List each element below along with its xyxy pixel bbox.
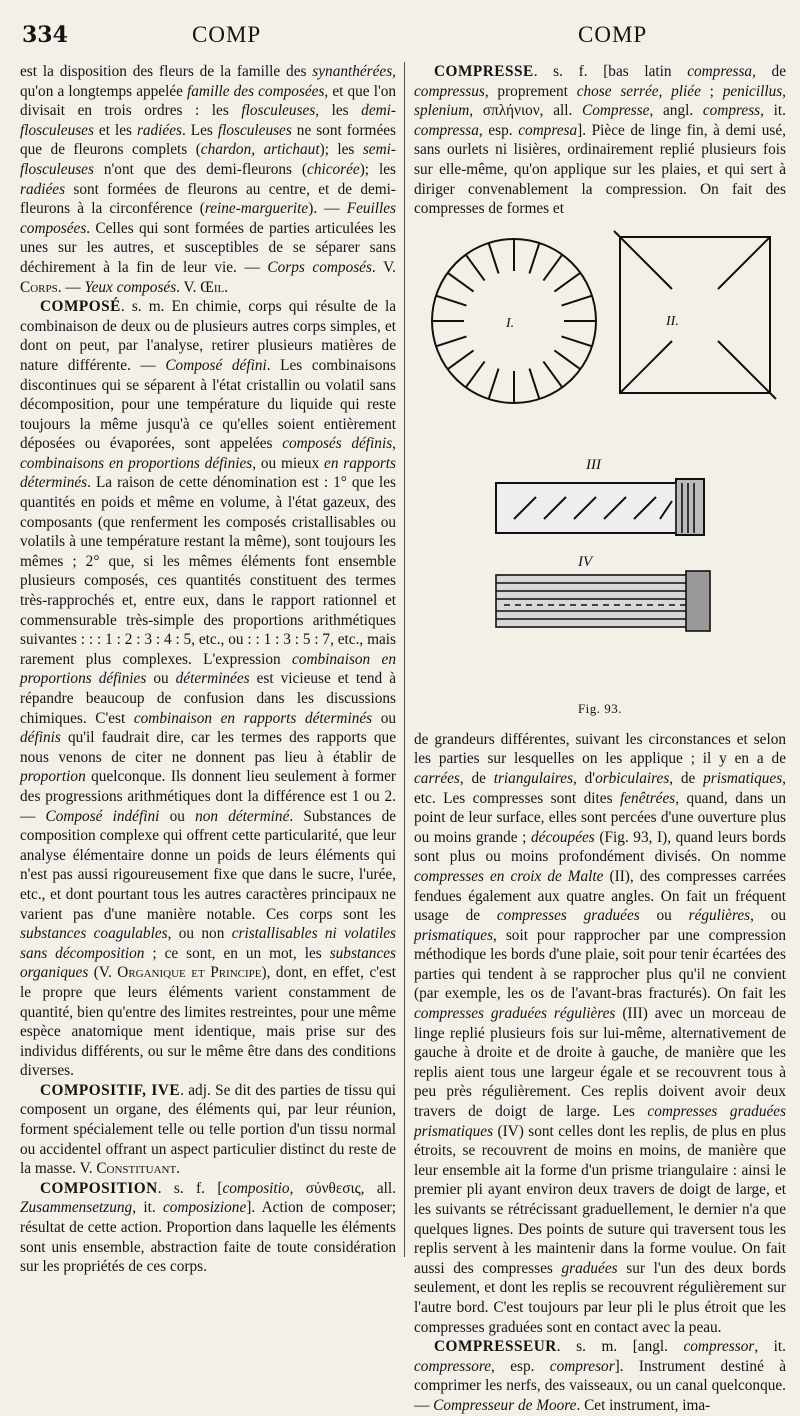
- italic-term: compressor: [683, 1338, 755, 1356]
- left-running-title: COMP: [192, 22, 262, 47]
- radial-cut: [489, 368, 499, 398]
- italic-term: régulières: [688, 907, 751, 925]
- text-run: . Celles qui sont formées de parties articulées les unes sur les autres, et susceptibles de se séparer sans déchirement à la fin de leur vie. —: [20, 219, 396, 276]
- text-run: , ou: [750, 907, 787, 925]
- headword: COMPOSITION: [40, 1179, 158, 1197]
- text-run: . s. m. [angl.: [556, 1338, 684, 1356]
- entry-compresse: [414, 62, 786, 219]
- text-run: est vicieuse et tend à répandre beaucoup de confusion dans les discussions chimiques. C'est: [20, 670, 396, 727]
- italic-term: compresses graduées régulières: [414, 1005, 616, 1023]
- radial-cut: [529, 368, 539, 398]
- italic-term: déterminées: [175, 670, 250, 688]
- italic-term: triangulaires: [493, 769, 574, 787]
- text-run: ou: [146, 670, 176, 688]
- headword: COMPOSITIF, IVE: [40, 1081, 181, 1099]
- radial-cut: [489, 243, 499, 273]
- text-run: . —: [57, 278, 85, 296]
- radial-cut: [466, 361, 485, 387]
- text-run: , de: [669, 769, 704, 787]
- radial-cut: [436, 336, 466, 346]
- italic-term: combinaison en proportions définies: [20, 650, 396, 688]
- radial-cut: [543, 361, 562, 387]
- cross-reference: Organique et Principe: [117, 964, 262, 982]
- text-run: ; ce sont, en un mot, les: [144, 944, 330, 962]
- italic-term: synanthérées: [312, 63, 393, 80]
- text-run: . Les combinaisons discontinues qui se séparent à l'état cristallin ou volatil sans décomposition, pour une température du liquide qui reste toujours la même jusqu'à ce qu'elles soient entièrement déposées ou évaporées, sont appelées: [20, 356, 396, 453]
- right-column: [414, 62, 787, 1414]
- italic-term: Feuilles composées: [20, 200, 396, 237]
- italic-term: chose serrée, pliée: [576, 82, 701, 100]
- text-run: sur l'un des deux bords seulement, et dont les replis se recouvrent régulièrement sur l'autre bord. C'est toujours par leur pli le plus étroit que les compresses graduées sont en contact avec la peau.: [414, 1259, 786, 1336]
- text-run: . s. f. [: [157, 1179, 223, 1197]
- text-run: de grandeurs différentes, suivant les circonstances et selon les parties sur lesquelles on les applique ; il y en a de: [414, 730, 786, 768]
- italic-term: Composé défini: [165, 356, 267, 374]
- radial-cut: [466, 254, 485, 280]
- italic-term: prismatiques: [703, 769, 783, 787]
- cross-reference: Corps: [20, 278, 58, 296]
- figure-93: [414, 221, 786, 726]
- text-run: . Substances de composition complexe qui offrent cette particularité, que leur analyse élémentaire donne un poids de leurs éléments qui n'est pas aussi rigoureusement fixe que dans le sucre, l'urée, etc., et dont pourtant tous les autres caractères principaux ne varient pas d'une manière notable. Ces corps sont les: [20, 807, 397, 923]
- compress-iii-graduated: [496, 479, 704, 535]
- italic-term: semi-flosculeuses: [20, 141, 396, 178]
- text-run: ]. Instrument destiné à comprimer les nerfs, des vaisseaux, ou un canal quelconque. —: [414, 1357, 786, 1414]
- text-run: , it.: [132, 1199, 163, 1217]
- italic-term: fenêtrées: [620, 789, 676, 807]
- text-run: . adj. Se dit des parties de tissu qui composent un organe, des éléments qui, par leur réunion, forment spécialement telle ou telle portion d'un tissu normal ou accidentel offrant un aspect particulier distinct du reste de la masse. V.: [20, 1081, 396, 1178]
- figure-label-iii: III: [586, 456, 601, 473]
- headword: COMPRESSEUR: [434, 1338, 557, 1356]
- italic-term: carrées: [414, 769, 460, 787]
- text-run: , ou non: [167, 925, 232, 943]
- italic-term: reine-marguerite: [204, 200, 309, 218]
- text-run: .: [224, 278, 229, 296]
- text-run: , σύνθεσις, all.: [289, 1179, 396, 1197]
- text-run: , quand, dans un point de leur surface, elles sont percées d'une ouverture plus ou moins grande ;: [414, 789, 786, 846]
- text-run: ), dont, en effet, c'est le propre que leurs éléments varient constamment de quantité, bien qu'entre des limites restreintes, pour une même espèce anatomique ment identique, mais prise sur des individus différents, ou sur le même être dans des conditions diverses.: [20, 964, 396, 1080]
- text-run: est la disposition des fleurs de la famille des: [20, 63, 313, 80]
- text-run: ne sont formées que de fleurons complets (: [20, 121, 396, 159]
- radial-cut: [554, 273, 580, 292]
- italic-term: cristallisables ni volatiles sans décomposition: [20, 925, 396, 962]
- italic-term: Zusammensetzung: [20, 1199, 133, 1217]
- figure-label-ii: II.: [666, 313, 679, 329]
- text-run: (III) avec un morceau de linge replié plusieurs fois sur lui-même, alternativement de gauche à droite et de droite à gauche, de manière que les replis aient tous une largeur égale et se recouvrent tous à peu près régulièrement. Ces replis doivent avoir deux travers de doigt de large. Les: [414, 1005, 786, 1121]
- text-run: , ou mieux: [252, 454, 325, 472]
- radial-cut: [436, 295, 466, 305]
- text-run: . Cet instrument, ima-: [576, 1396, 711, 1414]
- italic-term: compress: [702, 102, 761, 120]
- italic-term: combinaison en rapports déterminés: [133, 709, 373, 727]
- italic-term: substances organiques: [20, 944, 396, 982]
- text-run: . Les: [181, 121, 218, 139]
- compresses-illustration: [414, 221, 786, 726]
- text-run: . s. m. En chimie, corps qui résulte de la combinaison de deux ou de plusieurs autres corps simples, et dont on peut, par l'analyse, retirer plusieurs matières de nature différente. —: [20, 298, 396, 374]
- text-run: quelconque. Ils donnent lieu seulement à former des progressions arithmétiques dont la différence est 1 ou 2. —: [20, 768, 396, 825]
- italic-term: Compresseur de Moore: [433, 1396, 577, 1414]
- italic-term: substances coagulables: [20, 925, 168, 943]
- figure-label-iv: IV: [578, 553, 593, 570]
- italic-term: chicorée: [307, 160, 360, 178]
- italic-term: définis: [20, 729, 61, 747]
- italic-term: penicillus, splenium: [414, 82, 787, 120]
- radial-cut: [562, 295, 592, 305]
- italic-term: composés définis: [282, 435, 393, 453]
- text-run: ;: [700, 82, 723, 100]
- italic-term: en rapports déterminés: [20, 454, 396, 492]
- italic-term: flosculeuses: [241, 102, 316, 120]
- text-run: , proprement: [484, 82, 577, 100]
- italic-term: radiées: [20, 180, 66, 198]
- cross-reference: Œil: [200, 278, 225, 296]
- text-run: (Fig. 93, I), quand leurs bords sont plus ou moins profondément divisés. On nomme: [414, 828, 786, 866]
- italic-term: compresses graduées: [496, 907, 640, 925]
- text-run: . V.: [176, 278, 201, 296]
- text-run: ]. Action de composer; résultat de cette action. Proportion dans laquelle les éléments sont unis ensemble, abstraction faite de toute considération sur les propriétés de ces corps.: [20, 1199, 397, 1276]
- text-run: . V.: [371, 258, 396, 276]
- italic-term: graduées: [561, 1259, 618, 1277]
- text-run: (V.: [88, 964, 118, 982]
- text-run: ). —: [308, 200, 347, 218]
- text-run: ou: [159, 807, 196, 825]
- figure-label-i: I.: [506, 315, 515, 331]
- column-divider: [404, 62, 405, 1257]
- text-run: , de: [459, 769, 494, 787]
- radial-cut: [554, 350, 580, 369]
- text-run: . La raison de cette dénomination est : 1° que les quantités en poids et même en volume, à l'état gazeux, des composants (que renferment les composés cristallisables ou volatils à une température restant la même), sont toujours les mêmes ; 2° que, si les mêmes éléments font ensemble plusieurs composés, ces quantités constituent des termes très-rapprochés et, entre eux, dans le rapport rationnel et commensurable très-simple des proportions arithmétiques suivantes : : : 1 : 2 : 3 : 4 : 5, etc., ou : : 1 : 3 : 5 : 7, etc., mais rarement plus complexes. L'expression: [20, 474, 396, 668]
- text-run: ); les: [319, 141, 363, 159]
- italic-term: compressus: [414, 82, 485, 100]
- italic-term: compresor: [549, 1357, 615, 1375]
- text-run: ou: [372, 709, 396, 727]
- italic-term: Yeux composés: [84, 278, 177, 296]
- entry-compositif: [20, 1081, 396, 1179]
- italic-term: flosculeuses: [217, 121, 292, 139]
- text-run: et les: [93, 121, 137, 139]
- text-run: , esp.: [478, 121, 519, 139]
- compress-iv-prismatic: [496, 571, 710, 631]
- text-run: sont formées de fleurons au centre, et de demi-fleurons à la circonférence (: [20, 180, 396, 218]
- cross-reference: Constituant: [96, 1160, 177, 1178]
- italic-term: compresses graduées prismatiques: [414, 1103, 787, 1140]
- text-run: qu'il faudrait dire, car les termes des rapports que nous venons de citer ne donnent pas lieu à établir de: [20, 729, 396, 766]
- entry-composition: [20, 1179, 396, 1277]
- text-run: , σπλήνιον, all.: [469, 102, 583, 120]
- italic-term: chardon, artichaut: [200, 141, 320, 159]
- italic-term: Corps composés: [267, 258, 372, 276]
- text-run: , de: [752, 63, 786, 80]
- italic-term: orbiculaires: [595, 769, 670, 787]
- italic-term: demi-flosculeuses: [20, 102, 397, 139]
- text-run: (II), des compresses carrées fendues également aux quatre angles. On fait un fréquent usage de: [414, 867, 786, 925]
- headword: COMPRESSE: [434, 63, 534, 80]
- italic-term: Compresse: [582, 102, 650, 120]
- text-run: , d': [573, 769, 596, 787]
- entry-compresseur: [414, 1337, 786, 1415]
- italic-term: compositio: [222, 1179, 290, 1197]
- italic-term: proportion: [20, 768, 86, 786]
- text-run: .: [176, 1160, 181, 1178]
- entry-compresse-continued: [414, 730, 786, 1337]
- headword: COMPOSÉ: [40, 298, 121, 316]
- text-run: n'ont que des demi-fleurons (: [93, 160, 308, 178]
- italic-term: combinaisons en proportions définies: [20, 454, 253, 472]
- entry-compose-continued: [20, 62, 396, 297]
- radial-cut: [448, 350, 474, 369]
- text-run: , etc. Les compresses sont dites: [414, 769, 786, 807]
- italic-term: découpées: [531, 828, 595, 846]
- text-run: , esp.: [491, 1357, 550, 1375]
- figure-caption: Fig. 93.: [577, 700, 623, 716]
- text-run: ); les: [359, 160, 396, 178]
- page-number: 334: [22, 22, 68, 48]
- italic-term: compressore: [414, 1357, 492, 1375]
- italic-term: Composé indéfini: [45, 807, 160, 825]
- radial-cut: [543, 254, 562, 280]
- text-run: , et que l'on divisait en trois ordres : les: [20, 82, 396, 120]
- text-run: , it.: [760, 102, 786, 120]
- radial-cut: [529, 243, 539, 273]
- italic-term: radiées: [136, 121, 182, 139]
- italic-term: composizione: [162, 1199, 247, 1217]
- text-run: ]. Pièce de linge fin, à demi usé, sans ourlets ni lisières, ordinairement replié plusieurs fois sur elle-même, qu'on applique sur les plaies, et qui sert à diriger convenablement la compression. On fait des compresses de formes et: [414, 121, 786, 218]
- text-run: . s. f. [bas latin: [533, 63, 688, 80]
- entry-compose-noun: [20, 297, 396, 1081]
- right-running-title: COMP: [578, 22, 648, 47]
- italic-term: compresa: [518, 121, 578, 139]
- radial-cut: [562, 336, 592, 346]
- running-header: [0, 22, 800, 58]
- italic-term: famille des composées: [187, 82, 325, 100]
- text-run: , it.: [754, 1338, 786, 1356]
- italic-term: compresses en croix de Malte: [414, 867, 604, 885]
- radial-cut: [448, 273, 474, 292]
- italic-term: prismatiques: [414, 926, 494, 944]
- text-run: ou: [639, 907, 689, 925]
- italic-term: non déterminé: [195, 807, 290, 825]
- text-run: , angl.: [649, 102, 703, 120]
- italic-term: compressa: [687, 63, 753, 80]
- text-run: , les: [315, 102, 362, 120]
- text-run: , soit pour rapprocher par une compression méthodique les bords d'une plaie, soit pour tenir écartées des parties qui tendent à se rapprocher plus qu'il ne convient (par exemple, les os de l'avant-bras fracturés). On fait les: [414, 926, 786, 1003]
- text-run: , qu'on a longtemps appelée: [20, 63, 396, 100]
- text-run: (IV) sont celles dont les replis, de plus en plus étroits, se recouvrent de moins en moins, de manière que leur ensemble ait la forme d'un prisme triangulaire : ainsi le premier pli ayant environ deux travers de doigt de large, et les suivants se rétrécissant graduellement, le dernier n'a que quelques lignes. Des points de suture qui traversent tous les replis servent à les maintenir dans la forme voulue. On fait aussi des compresses: [414, 1122, 786, 1277]
- compress-ii-square: [614, 231, 776, 399]
- left-column: [20, 62, 397, 1276]
- text-run: ,: [392, 435, 396, 453]
- italic-term: compressa: [414, 121, 479, 139]
